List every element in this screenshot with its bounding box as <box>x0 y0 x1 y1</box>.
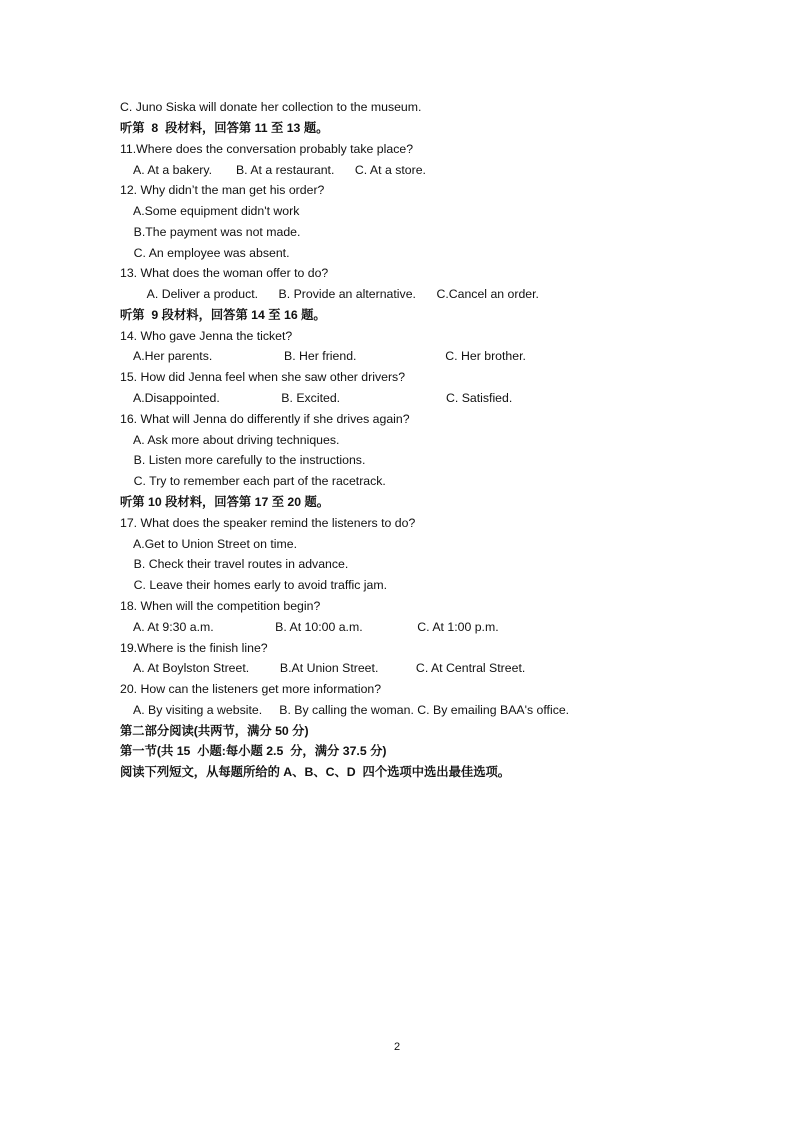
options-line: A. By visiting a website. B. By calling the woman. C. By emailing BAA's office. <box>120 703 570 717</box>
option-line: C. Juno Siska will donate her collection to the museum. <box>120 100 422 114</box>
section-heading: 听第 8 段材料，回答第 11 至 13 题。 <box>120 121 329 135</box>
option-line: B.The payment was not made. <box>120 225 301 239</box>
question-line: 19.Where is the finish line? <box>120 641 268 655</box>
option-line: A.Some equipment didn't work <box>120 204 300 218</box>
options-line: A. At Boylston Street. B.At Union Street. C. At Central Street. <box>120 661 526 675</box>
options-line: A. Deliver a product. B. Provide an alternative. C.Cancel an order. <box>120 287 539 301</box>
page-number: 2 <box>393 1041 401 1053</box>
question-line: 18. When will the competition begin? <box>120 599 321 613</box>
options-line: A.Her parents. B. Her friend. C. Her brother. <box>120 349 526 363</box>
options-line: A. At 9:30 a.m. B. At 10:00 a.m. C. At 1:00 p.m. <box>120 620 499 634</box>
question-line: 15. How did Jenna feel when she saw other drivers? <box>120 370 406 384</box>
subsection-heading: 第一节(共 15 小题:每小题 2.5 分，满分 37.5 分) <box>120 744 387 758</box>
section-heading: 听第 10 段材料，回答第 17 至 20 题。 <box>120 495 330 509</box>
instruction-line: 阅读下列短文，从每题所给的 A、B、C、D 四个选项中选出最佳选项。 <box>120 765 511 779</box>
question-line: 12. Why didn’t the man get his order? <box>120 183 325 197</box>
option-line: A. Ask more about driving techniques. <box>120 433 340 447</box>
option-line: C. Leave their homes early to avoid traffic jam. <box>120 578 388 592</box>
option-line: C. An employee was absent. <box>120 246 290 260</box>
option-line: A.Get to Union Street on time. <box>120 537 298 551</box>
question-line: 20. How can the listeners get more information? <box>120 682 382 696</box>
options-line: A.Disappointed. B. Excited. C. Satisfied. <box>120 391 513 405</box>
option-line: B. Listen more carefully to the instructions. <box>120 453 366 467</box>
section-heading: 听第 9 段材料，回答第 14 至 16 题。 <box>120 308 326 322</box>
question-line: 16. What will Jenna do differently if she drives again? <box>120 412 410 426</box>
question-line: 17. What does the speaker remind the listeners to do? <box>120 516 416 530</box>
question-line: 11.Where does the conversation probably take place? <box>120 142 414 156</box>
question-line: 14. Who gave Jenna the ticket? <box>120 329 293 343</box>
part-heading: 第二部分阅读(共两节，满分 50 分) <box>120 724 309 738</box>
option-line: C. Try to remember each part of the racetrack. <box>120 474 386 488</box>
option-line: B. Check their travel routes in advance. <box>120 557 349 571</box>
question-line: 13. What does the woman offer to do? <box>120 266 329 280</box>
options-line: A. At a bakery. B. At a restaurant. C. At a store. <box>120 163 426 177</box>
